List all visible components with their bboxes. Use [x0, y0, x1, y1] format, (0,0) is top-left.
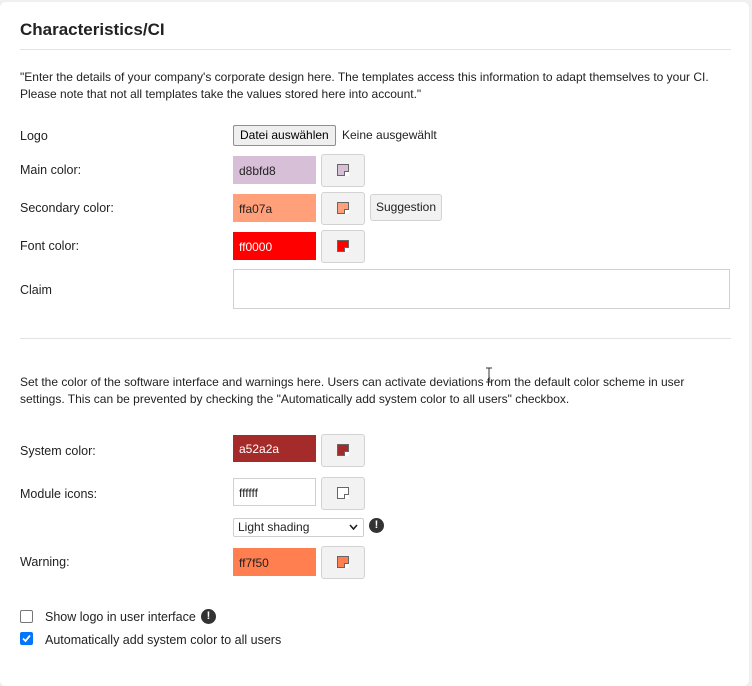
checkmark-icon — [21, 633, 32, 644]
color-picker-icon — [337, 240, 349, 252]
shading-select-value: Light shading — [238, 520, 310, 534]
color-picker-icon — [337, 444, 349, 456]
module-icons-picker-button[interactable] — [321, 477, 365, 510]
divider — [20, 338, 731, 339]
auto-system-color-checkbox[interactable] — [20, 632, 33, 645]
divider — [20, 49, 731, 50]
system-color-input[interactable]: a52a2a — [233, 435, 316, 462]
secondary-color-label: Secondary color: — [20, 201, 114, 215]
auto-system-color-label: Automatically add system color to all users — [45, 633, 282, 647]
intro-text: "Enter the details of your company's corporate design here. The templates access this information to adapt themselves to your CI. Please note that not all templates take the values stored here into account." — [20, 70, 709, 101]
main-color-label: Main color: — [20, 163, 82, 177]
warning-label: Warning: — [20, 555, 70, 569]
secondary-color-picker-button[interactable] — [321, 192, 365, 225]
font-color-input[interactable]: ff0000 — [233, 232, 316, 260]
color-picker-icon — [337, 556, 349, 568]
file-status: Keine ausgewählt — [342, 128, 437, 142]
main-color-picker-button[interactable] — [321, 154, 365, 187]
choose-file-button[interactable]: Datei auswählen — [233, 125, 336, 146]
text-cursor-icon — [485, 367, 493, 383]
warning-color-picker-button[interactable] — [321, 546, 365, 579]
info-icon[interactable]: ! — [369, 518, 384, 533]
secondary-color-input[interactable]: ffa07a — [233, 194, 316, 222]
system-description: Set the color of the software interface and warnings here. Users can activate deviations from the default color scheme in user settings. This can be prevented by checking the "Automatically add system color to all users" checkbox. — [20, 375, 685, 406]
shading-select[interactable] — [233, 518, 364, 537]
claim-textarea[interactable] — [233, 269, 730, 309]
page-title: Characteristics/CI — [20, 20, 165, 39]
claim-label: Claim — [20, 283, 52, 297]
font-color-label: Font color: — [20, 239, 80, 253]
logo-label: Logo — [20, 129, 48, 143]
module-icons-color-input[interactable]: ffffff — [233, 478, 316, 506]
system-color-picker-button[interactable] — [321, 434, 365, 467]
chevron-down-icon — [349, 524, 358, 530]
color-picker-icon — [337, 202, 349, 214]
show-logo-label: Show logo in user interface — [45, 610, 196, 624]
system-color-label: System color: — [20, 444, 96, 458]
module-icons-label: Module icons: — [20, 487, 98, 501]
font-color-picker-button[interactable] — [321, 230, 365, 263]
main-color-input[interactable]: d8bfd8 — [233, 156, 316, 184]
show-logo-checkbox[interactable] — [20, 610, 33, 623]
warning-color-input[interactable]: ff7f50 — [233, 548, 316, 576]
ci-settings-panel — [0, 2, 749, 686]
info-icon[interactable]: ! — [201, 609, 216, 624]
color-picker-icon — [337, 164, 349, 176]
suggestion-button[interactable]: Suggestion — [370, 194, 442, 221]
color-picker-icon — [337, 487, 349, 499]
